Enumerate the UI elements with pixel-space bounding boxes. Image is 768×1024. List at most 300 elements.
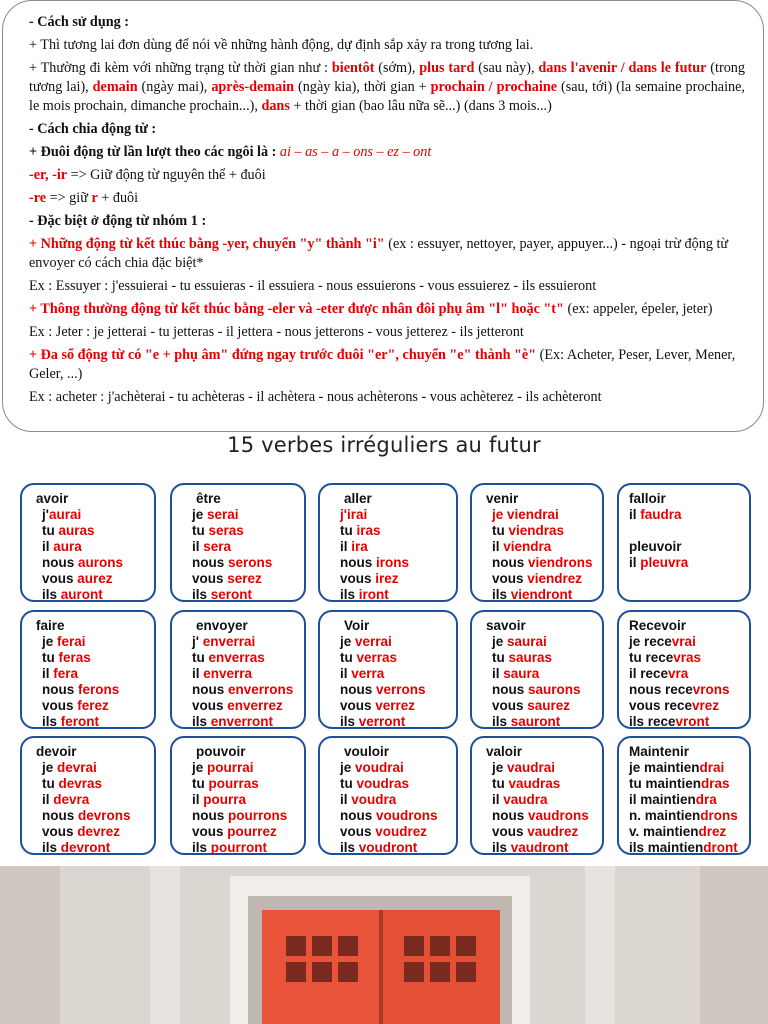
keyword-prochain: prochain / prochaine <box>430 79 558 95</box>
eler-rule-text: + Thông thường động từ kết thúc bằng -eler và -eter được nhân đôi phụ âm "l" hoặc "t" <box>29 301 564 317</box>
future-form: verra <box>351 666 385 681</box>
er-ir-rule <box>29 166 745 185</box>
conjugation-line <box>192 824 277 840</box>
verb-title: Voir <box>344 618 370 633</box>
pronoun: ils rece <box>629 714 676 729</box>
pronoun: il <box>192 666 204 681</box>
conjugation-line <box>492 587 572 603</box>
keyword-plus-tard: plus tard <box>419 60 475 76</box>
pronoun: il <box>492 792 504 807</box>
pronoun: ils <box>192 840 211 855</box>
pronoun: ils <box>492 840 511 855</box>
conjugation-line <box>492 840 569 856</box>
future-form: irons <box>376 555 410 570</box>
conjugation-line <box>492 666 539 682</box>
future-form: ira <box>351 539 368 554</box>
verb-title: faire <box>36 618 65 633</box>
conjugation-line <box>340 760 404 776</box>
conjugation-line <box>629 666 688 682</box>
verb-title: vouloir <box>344 744 390 759</box>
text-span: => Giữ động từ nguyên thể + đuôi <box>67 167 266 183</box>
pronoun: vous <box>340 698 376 713</box>
future-form: verras <box>356 650 398 665</box>
pronoun: tu maintien <box>629 776 702 791</box>
conjugation-line <box>340 808 438 824</box>
verb-title: avoir <box>36 491 69 506</box>
future-form: enverront <box>210 714 274 729</box>
yer-example: Ex : Essuyer : j'essuierai - tu essuieras - il essuiera - nous essuierons - vous essuierez - ils essuieront <box>29 278 597 294</box>
future-form: aurai <box>48 507 82 522</box>
future-form: saurez <box>527 698 571 713</box>
pronoun: il <box>42 539 54 554</box>
pronoun: ils <box>492 714 511 729</box>
e-example: Ex : acheter : j'achèterai - tu achèteras - il achètera - nous achèterons - vous achèterez - ils achèteront <box>29 389 602 405</box>
conjugation-line <box>629 555 688 571</box>
pronoun: nous <box>340 808 376 823</box>
pronoun: il <box>340 792 352 807</box>
future-form: serai <box>207 507 239 522</box>
conjugation-line <box>492 792 548 808</box>
pronoun: je <box>492 760 508 775</box>
verb-title: Recevoir <box>629 618 687 633</box>
door-illustration <box>0 866 768 1024</box>
pronoun: v. maintien <box>629 824 699 839</box>
conjugation-line <box>192 507 239 523</box>
conjugation-line <box>42 760 97 776</box>
conjugation-line <box>629 840 738 856</box>
pronoun: vous <box>42 698 78 713</box>
conj-heading: - Cách chia động từ : <box>29 121 157 137</box>
keyword-dans: dans <box>261 98 290 114</box>
verb-box-devoir <box>20 736 156 855</box>
conjugation-line <box>192 682 293 698</box>
verb-box-vouloir <box>318 736 458 855</box>
conjugation-line <box>629 682 730 698</box>
future-form: enverras <box>208 650 265 665</box>
text-span: (ex: appeler, épeler, jeter) <box>563 301 713 317</box>
pronoun: il <box>42 792 54 807</box>
keyword-bientot: bientôt <box>331 60 375 76</box>
pronoun: ils maintien <box>629 840 704 855</box>
usage-line-1: + Thì tương lai đơn dùng để nói về những hành động, dự định sắp xảy ra trong tương lai. <box>29 37 534 53</box>
pronoun: tu <box>340 523 357 538</box>
er-ir-label: -er, -ir <box>29 167 68 183</box>
conjugation-line <box>492 650 552 666</box>
future-form: verrai <box>355 634 392 649</box>
pronoun: pleuvoir <box>629 539 682 554</box>
endings-list: ai – as – a – ons – ez – ont <box>279 144 432 160</box>
future-form: voudrez <box>375 824 428 839</box>
future-form: devrons <box>78 808 131 823</box>
text-span: (sau, tới) (la semaine prochaine, le mois prochain, dimanche prochain...), <box>29 79 745 114</box>
pronoun: il <box>42 666 54 681</box>
grammar-text <box>29 13 745 411</box>
conjugation-line <box>340 587 389 603</box>
conjugation-line <box>192 555 272 571</box>
future-form: feras <box>58 650 91 665</box>
verb-title: devoir <box>36 744 77 759</box>
verb-box-maintenir <box>617 736 751 855</box>
future-form: iras <box>356 523 381 538</box>
pronoun: tu <box>42 776 59 791</box>
future-form: auras <box>58 523 95 538</box>
text-span: (ngày kia), thời gian + <box>294 79 431 95</box>
conjugation-line <box>192 587 252 603</box>
pronoun: ils <box>42 714 61 729</box>
pronoun: vous <box>340 571 376 586</box>
verbs-title: 15 verbes irréguliers au futur <box>227 433 541 457</box>
conjugation-line <box>42 666 78 682</box>
verb-box-valoir <box>470 736 604 855</box>
pronoun: ils <box>42 840 61 855</box>
future-form: verront <box>358 714 406 729</box>
verb-box-pouvoir <box>170 736 306 855</box>
verb-box-faire <box>20 610 156 729</box>
pronoun: tu <box>492 776 509 791</box>
eler-example: Ex : Jeter : je jetterai - tu jetteras - il jettera - nous jetterons - vous jetterez - ils jetteront <box>29 324 524 340</box>
pronoun: il maintien <box>629 792 696 807</box>
conjugation-line <box>192 650 265 666</box>
conjugation-line <box>192 792 246 808</box>
future-form: j'irai <box>340 507 368 522</box>
conjugation-line <box>340 698 415 714</box>
conjugation-line <box>340 634 392 650</box>
conjugation-line <box>42 714 99 730</box>
conjugation-line <box>492 571 582 587</box>
conjugation-line <box>340 824 427 840</box>
verb-title: pouvoir <box>196 744 246 759</box>
yer-rule <box>29 235 745 273</box>
conjugation-line <box>340 776 409 792</box>
pronoun: tu <box>192 650 209 665</box>
yer-rule-text: + Những động từ kết thúc bằng -yer, chuyển "y" thành "i" <box>29 236 385 252</box>
future-form: je viendrai <box>492 507 559 522</box>
conjugation-line <box>492 634 547 650</box>
pronoun: ils <box>492 587 511 602</box>
pronoun: nous <box>192 555 228 570</box>
conjugation-line <box>42 571 113 587</box>
conjugation-line <box>340 555 409 571</box>
pronoun: ils <box>340 587 359 602</box>
usage-line-2 <box>29 59 745 116</box>
future-form: drons <box>700 808 738 823</box>
future-form: voudras <box>356 776 410 791</box>
conjugation-line <box>42 776 102 792</box>
conjugation-line <box>629 507 682 523</box>
future-form: devrez <box>77 824 121 839</box>
re-rule <box>29 189 745 208</box>
future-form: dront <box>703 840 738 855</box>
pronoun: vous <box>42 571 78 586</box>
future-form: vrons <box>692 682 730 697</box>
eler-rule <box>29 300 745 319</box>
special-heading: - Đặc biệt ở động từ nhóm 1 : <box>29 213 207 229</box>
verb-box-falloir <box>617 483 751 602</box>
future-form: devront <box>60 840 111 855</box>
verb-title: valoir <box>486 744 523 759</box>
future-form: dras <box>701 776 730 791</box>
conjugation-line <box>340 840 417 856</box>
pronoun: vous rece <box>629 698 693 713</box>
conjugation-line <box>192 539 231 555</box>
future-form: saurai <box>507 634 547 649</box>
verb-box-avoir <box>20 483 156 602</box>
future-form: seras <box>208 523 244 538</box>
pronoun: nous <box>42 555 78 570</box>
future-form: vaudras <box>508 776 561 791</box>
pronoun: ils <box>340 840 359 855</box>
pronoun: il <box>492 539 504 554</box>
endings-line <box>29 143 745 162</box>
future-form: sauront <box>510 714 561 729</box>
pronoun: nous <box>492 682 528 697</box>
pronoun: vous <box>340 824 376 839</box>
conjugation-line <box>340 539 368 555</box>
future-form: enverrez <box>227 698 283 713</box>
pronoun: vous <box>492 824 528 839</box>
conjugation-line <box>492 555 593 571</box>
conjugation-line <box>192 634 255 650</box>
verb-box-recevoir <box>617 610 751 729</box>
future-form: voudrons <box>376 808 438 823</box>
future-form: viendront <box>510 587 573 602</box>
conjugation-line <box>42 523 95 539</box>
e-rule-text: + Đa số động từ có "e + phụ âm" đứng ngay trước đuôi "er", chuyển "e" thành "è" <box>29 347 537 363</box>
conjugation-line <box>42 808 131 824</box>
future-form: vrai <box>671 634 696 649</box>
conjugation-line <box>340 523 381 539</box>
endings-label: + Đuôi động từ lần lượt theo các ngôi là : <box>29 144 280 160</box>
conjugation-line <box>340 650 397 666</box>
pronoun: nous <box>42 682 78 697</box>
text-span: + Thường đi kèm với những trạng từ thời gian như : <box>29 60 332 76</box>
future-form: faudra <box>640 507 682 522</box>
future-form: pleuvra <box>640 555 689 570</box>
conjugation-line <box>629 824 726 840</box>
future-form: voudra <box>351 792 397 807</box>
keyword-dans-avenir: dans l'avenir / dans le futur <box>538 60 707 76</box>
keyword-demain: demain <box>92 79 138 95</box>
pronoun: vous <box>192 698 228 713</box>
verb-title: Maintenir <box>629 744 690 759</box>
conjugation-line <box>192 714 273 730</box>
conjugation-line <box>492 714 560 730</box>
future-form: vrez <box>692 698 720 713</box>
future-form: viendra <box>503 539 552 554</box>
pronoun: tu <box>192 776 209 791</box>
verb-box-envoyer <box>170 610 306 729</box>
conjugation-line <box>492 824 578 840</box>
pronoun: ils <box>42 587 61 602</box>
pronoun: tu rece <box>629 650 674 665</box>
pronoun: ils <box>340 714 359 729</box>
pronoun: ils <box>192 587 211 602</box>
verb-box-aller <box>318 483 458 602</box>
future-form: seront <box>210 587 253 602</box>
future-form: saurons <box>528 682 581 697</box>
future-form: aurez <box>77 571 113 586</box>
future-form: voudrai <box>355 760 404 775</box>
pronoun: je maintien <box>629 760 700 775</box>
conjugation-line <box>42 698 109 714</box>
future-form: verrons <box>376 682 426 697</box>
conjugation-line <box>492 539 551 555</box>
conjugation-line <box>192 840 267 856</box>
future-form: serons <box>228 555 273 570</box>
pronoun: tu <box>492 650 509 665</box>
conjugation-line <box>192 571 262 587</box>
verb-box-venir <box>470 483 604 602</box>
conjugation-line <box>192 808 287 824</box>
future-form: voudront <box>358 840 418 855</box>
future-form: pourrons <box>228 808 288 823</box>
future-form: enverra <box>203 666 253 681</box>
future-form: viendrons <box>528 555 593 570</box>
conjugation-line <box>340 682 426 698</box>
grammar-card <box>2 0 764 432</box>
pronoun: je <box>340 760 356 775</box>
conjugation-line <box>42 792 89 808</box>
conjugation-line <box>492 808 589 824</box>
pronoun: vous <box>42 824 78 839</box>
conjugation-line <box>42 840 110 856</box>
pronoun: il <box>340 666 352 681</box>
pronoun: nous <box>192 682 228 697</box>
pronoun: nous <box>192 808 228 823</box>
conjugation-line <box>340 507 367 523</box>
pronoun: tu <box>340 776 357 791</box>
future-form: viendras <box>508 523 565 538</box>
conjugation-line <box>629 539 682 555</box>
verb-title: savoir <box>486 618 526 633</box>
verb-title: venir <box>486 491 519 506</box>
pronoun: il rece <box>629 666 669 681</box>
pronoun: nous <box>340 682 376 697</box>
text-span: (Ex: Acheter, Peser, Lever, Mener, Geler, ...) <box>29 347 736 382</box>
conjugation-line <box>629 634 696 650</box>
future-form: saura <box>503 666 540 681</box>
conjugation-line <box>629 792 717 808</box>
pronoun: il <box>192 539 204 554</box>
future-form: ferai <box>57 634 86 649</box>
pronoun: il <box>629 555 641 570</box>
future-form: serez <box>227 571 262 586</box>
conjugation-line <box>340 792 396 808</box>
conjugation-line <box>42 650 91 666</box>
pronoun: tu <box>492 523 509 538</box>
conjugation-line <box>42 587 103 603</box>
conjugation-line <box>192 698 283 714</box>
pronoun: je <box>192 507 208 522</box>
future-form: feront <box>60 714 100 729</box>
future-form: pourront <box>210 840 268 855</box>
pronoun: vous <box>492 571 528 586</box>
re-r: r <box>91 190 98 206</box>
pronoun: n. maintien <box>629 808 701 823</box>
pronoun: nous <box>42 808 78 823</box>
conjugation-line <box>629 776 730 792</box>
verb-title: envoyer <box>196 618 248 633</box>
conjugation-line <box>629 760 724 776</box>
pronoun: nous <box>492 808 528 823</box>
pronoun: tu <box>192 523 209 538</box>
conjugation-line <box>42 539 82 555</box>
text-span: + đuôi <box>97 190 139 206</box>
keyword-apres-demain: après-demain <box>211 79 295 95</box>
future-form: viendrez <box>527 571 583 586</box>
future-form: pourra <box>203 792 247 807</box>
conjugation-line <box>42 555 123 571</box>
conjugation-line <box>192 760 254 776</box>
conjugation-line <box>629 714 709 730</box>
conjugation-line <box>629 650 701 666</box>
pronoun: il <box>629 507 641 522</box>
conjugation-line <box>629 808 738 824</box>
pronoun: ils <box>192 714 211 729</box>
conjugation-line <box>192 666 252 682</box>
future-form: pourrai <box>207 760 254 775</box>
future-form: vaudra <box>503 792 548 807</box>
conjugation-line <box>42 824 120 840</box>
e-rule <box>29 346 745 384</box>
pronoun: je <box>42 760 58 775</box>
re-label: -re <box>29 190 47 206</box>
pronoun: nous <box>340 555 376 570</box>
future-form: sauras <box>508 650 553 665</box>
future-form: irez <box>375 571 399 586</box>
conjugation-line <box>492 760 555 776</box>
future-form: vaudrons <box>528 808 589 823</box>
future-form: pourrez <box>227 824 277 839</box>
pronoun: il <box>192 792 204 807</box>
future-form: vront <box>675 714 710 729</box>
pronoun: nous <box>492 555 528 570</box>
text-span: (sau này), <box>474 60 539 76</box>
verb-box-savoir <box>470 610 604 729</box>
future-form: fera <box>53 666 79 681</box>
future-form: drai <box>699 760 725 775</box>
future-form: auront <box>60 587 103 602</box>
future-form: ferez <box>77 698 109 713</box>
pronoun: j' <box>42 507 49 522</box>
conjugation-line <box>192 523 244 539</box>
conjugation-line <box>492 776 560 792</box>
conjugation-line <box>42 682 119 698</box>
future-form: vaudront <box>510 840 569 855</box>
future-form: vras <box>673 650 702 665</box>
future-form: devras <box>58 776 103 791</box>
pronoun: je <box>492 634 508 649</box>
future-form: ferons <box>78 682 120 697</box>
future-form: vaudrai <box>507 760 556 775</box>
text-span: (ngày mai), <box>137 79 212 95</box>
text-span: (ex : essuyer, nettoyer, payer, appuyer...) - ngoại trừ động từ envoyer có cách chia đặc biệt* <box>29 236 729 271</box>
future-form: enverrons <box>228 682 294 697</box>
pronoun: nous rece <box>629 682 693 697</box>
conjugation-line <box>340 571 399 587</box>
text-span: (sớm), <box>374 60 420 76</box>
pronoun: je rece <box>629 634 672 649</box>
verb-title: falloir <box>629 491 666 506</box>
future-form: aurons <box>78 555 124 570</box>
text-span: + thời gian (bao lâu nữa sẽ...) (dans 3 mois...) <box>289 98 552 114</box>
conjugation-line <box>42 634 86 650</box>
pronoun: tu <box>42 523 59 538</box>
conjugation-line <box>492 682 581 698</box>
future-form: verrez <box>375 698 416 713</box>
verb-title: aller <box>344 491 372 506</box>
pronoun: tu <box>42 650 59 665</box>
